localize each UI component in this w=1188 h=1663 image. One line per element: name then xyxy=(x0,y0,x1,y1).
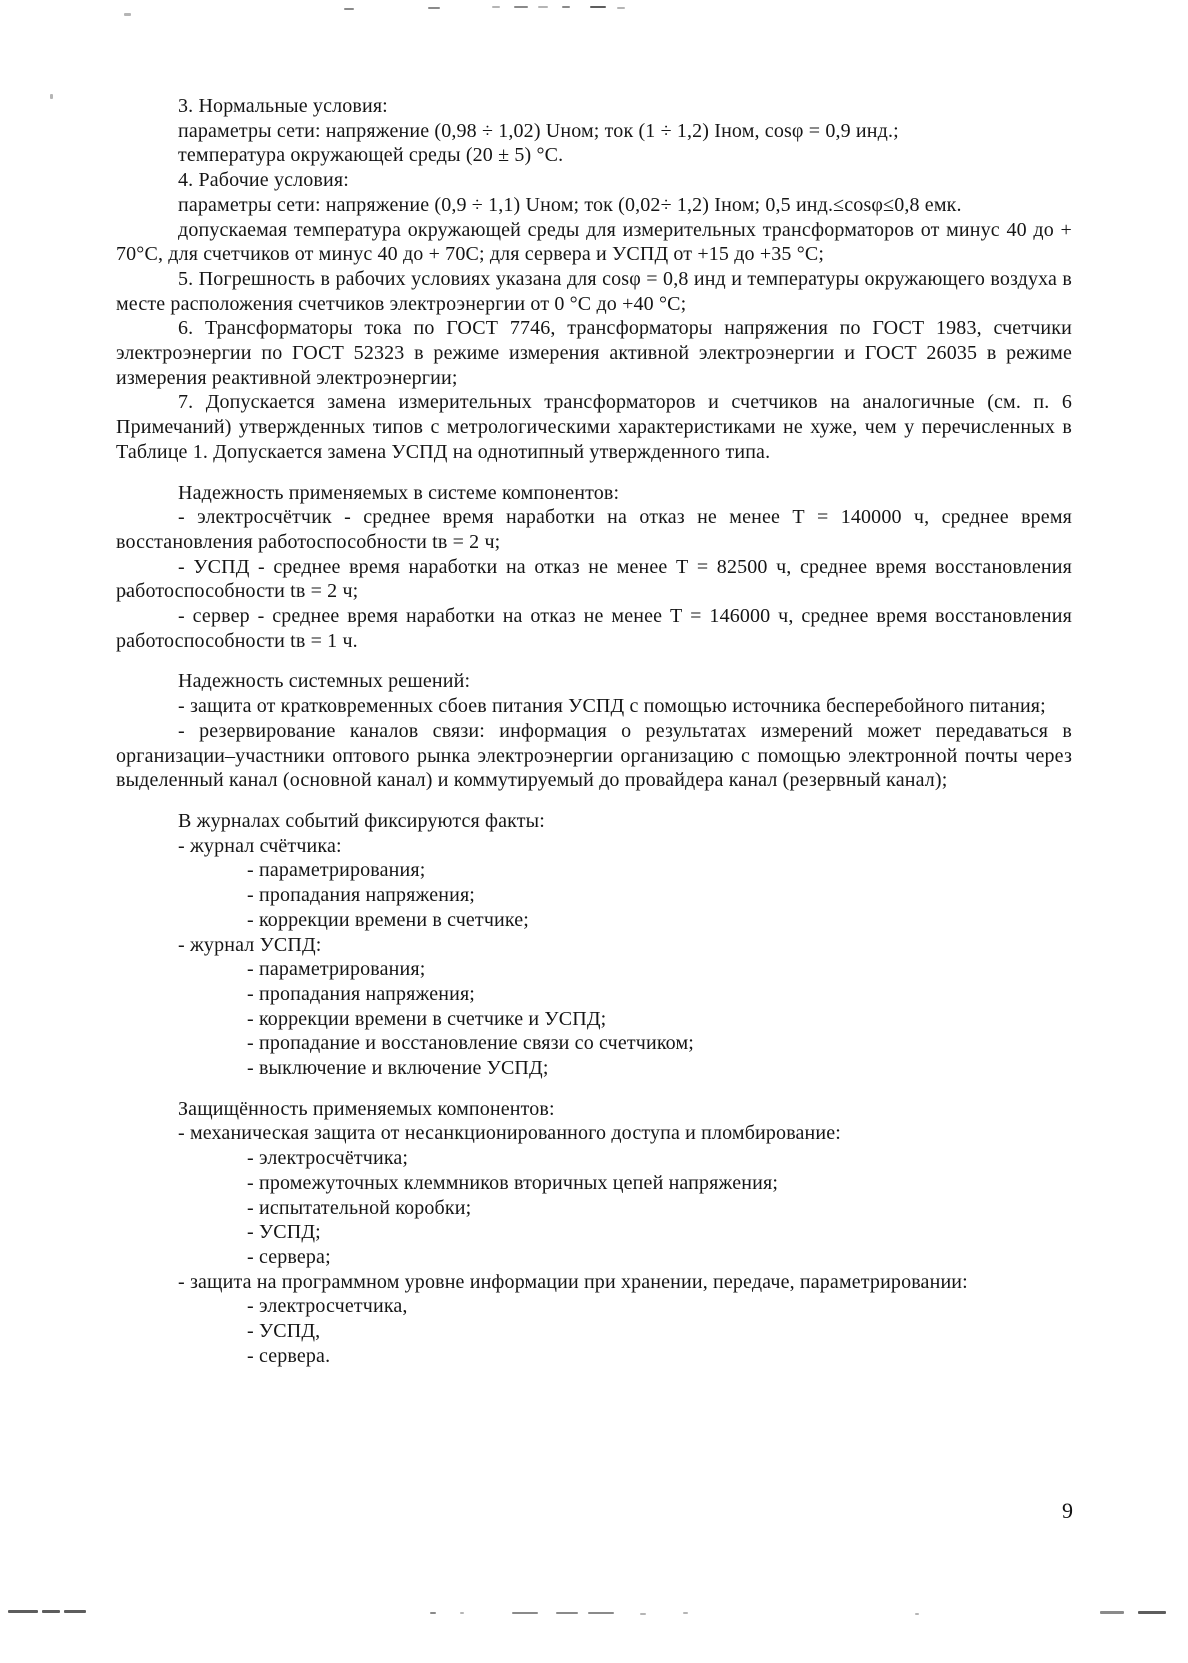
list-item: - механическая защита от несанкционированного доступа и пломбирование: xyxy=(178,1122,841,1145)
list-item: - сервера. xyxy=(247,1344,331,1367)
list-item: - пропадания напряжения; xyxy=(247,884,476,907)
scan-artifact xyxy=(514,6,528,8)
list-item: - выключение и включение УСПД; xyxy=(247,1057,549,1080)
list-item: - испытательной коробки; xyxy=(247,1196,472,1219)
list-item: - коррекции времени в счетчике и УСПД; xyxy=(247,1007,607,1030)
scan-artifact xyxy=(1138,1611,1166,1614)
paragraph: 7. Допускается замена измерительных трансформаторов и счетчиков на аналогичные (см. п. 6 Примечаний) утвержденных типов с метрологическими характеристиками не хуже, чем у перечисленных в Таблице 1. Допускается замена УСПД на однотипный утвержденного типа. xyxy=(116,391,1072,463)
paragraph: температура окружающей среды (20 ± 5) °С. xyxy=(178,144,564,167)
list-item: - коррекции времени в счетчике; xyxy=(247,908,529,931)
list-item: - электросчётчика; xyxy=(247,1147,409,1170)
list-item: - УСПД; xyxy=(247,1221,321,1244)
list-item: - журнал УСПД: xyxy=(178,933,322,956)
page-number: 9 xyxy=(1062,1498,1073,1523)
paragraph: 3. Нормальные условия: xyxy=(178,95,388,117)
paragraph: параметры сети: напряжение (0,9 ÷ 1,1) Uном; ток (0,02÷ 1,2) Iном; 0,5 инд.≤cosφ≤0,8 емк. xyxy=(178,193,962,216)
list-item: - УСПД, xyxy=(247,1320,321,1343)
scan-artifact xyxy=(64,1610,86,1613)
list-item: - защита на программном уровне информации при хранении, передаче, параметрировании: xyxy=(178,1270,968,1293)
list-item: - электросчётчик - среднее время наработки на отказ не менее Т = 140000 ч, среднее время восстановления работоспособности tв = 2 ч; xyxy=(116,506,1072,553)
paragraph: 6. Трансформаторы тока по ГОСТ 7746, трансформаторы напряжения по ГОСТ 1983, счетчики электроэнергии по ГОСТ 52323 в режиме измерения активной электроэнергии и ГОСТ 26035 в режиме измерения реактивной электроэнергии; xyxy=(116,317,1072,389)
paragraph: 4. Рабочие условия: xyxy=(178,169,349,192)
list-item: - журнал счётчика: xyxy=(178,834,342,857)
scan-artifact xyxy=(344,8,354,10)
scan-artifact xyxy=(640,1613,646,1615)
scan-artifact xyxy=(430,1612,436,1614)
section-heading: Защищённость применяемых компонентов: xyxy=(178,1097,555,1120)
list-item: - защита от кратковременных сбоев питания УСПД с помощью источника бесперебойного питания; xyxy=(178,695,1046,718)
scan-artifact xyxy=(683,1612,688,1614)
scan-artifact xyxy=(562,6,570,8)
document-body xyxy=(116,94,1072,1368)
list-item: - УСПД - среднее время наработки на отказ не менее Т = 82500 ч, среднее время восстановления работоспособности tв = 2 ч; xyxy=(116,555,1072,603)
scan-artifact xyxy=(556,1612,578,1614)
paragraph: допускаемая температура окружающей среды для измерительных трансформаторов от минус 40 до + 70°С, для счетчиков от минус 40 до + 70С; для сервера и УСПД от +15 до +35 °С; xyxy=(116,218,1072,266)
section-heading: Надежность применяемых в системе компонентов: xyxy=(178,481,620,504)
section-heading: Надежность системных решений: xyxy=(178,670,471,693)
list-item: - промежуточных клеммников вторичных цепей напряжения; xyxy=(247,1171,779,1194)
list-item: - пропадания напряжения; xyxy=(247,982,476,1005)
scan-artifact xyxy=(42,1610,60,1613)
list-item: - параметрирования; xyxy=(247,859,426,882)
scan-artifact xyxy=(428,7,440,9)
list-item: - электросчетчика, xyxy=(247,1295,408,1318)
scan-artifact xyxy=(460,1612,464,1614)
scan-artifact xyxy=(617,7,625,9)
paragraph: 5. Погрешность в рабочих условиях указана для cosφ = 0,8 инд и температуры окружающего воздуха в месте расположения счетчиков электроэнергии от 0 °С до +40 °С; xyxy=(116,267,1072,315)
section-heading: В журналах событий фиксируются факты: xyxy=(178,809,545,832)
list-item: - пропадание и восстановление связи со счетчиком; xyxy=(247,1032,694,1055)
scan-artifact xyxy=(512,1612,538,1614)
scan-artifact xyxy=(124,13,131,16)
scan-artifact xyxy=(492,6,500,8)
paragraph: параметры сети: напряжение (0,98 ÷ 1,02) Uном; ток (1 ÷ 1,2) Iном, cosφ = 0,9 инд.; xyxy=(178,119,899,142)
scan-artifact xyxy=(915,1613,919,1615)
scan-artifact xyxy=(590,6,606,8)
scan-artifact xyxy=(588,1612,614,1614)
scan-artifact xyxy=(50,94,53,99)
scan-artifact xyxy=(8,1610,38,1613)
scan-artifact xyxy=(538,6,548,8)
list-item: - сервера; xyxy=(247,1245,331,1268)
scan-artifact xyxy=(1100,1611,1124,1614)
list-item: - сервер - среднее время наработки на отказ не менее Т = 146000 ч, среднее время восстановления работоспособности tв = 1 ч. xyxy=(116,605,1072,652)
list-item: - резервирование каналов связи: информация о результатах измерений может передаваться в организации–участники оптового рынка электроэнергии организацию с помощью электронной почты через выделенный канал (основной канал) и коммутируемый до провайдера канал (резервный канал); xyxy=(116,719,1072,792)
list-item: - параметрирования; xyxy=(247,958,426,981)
